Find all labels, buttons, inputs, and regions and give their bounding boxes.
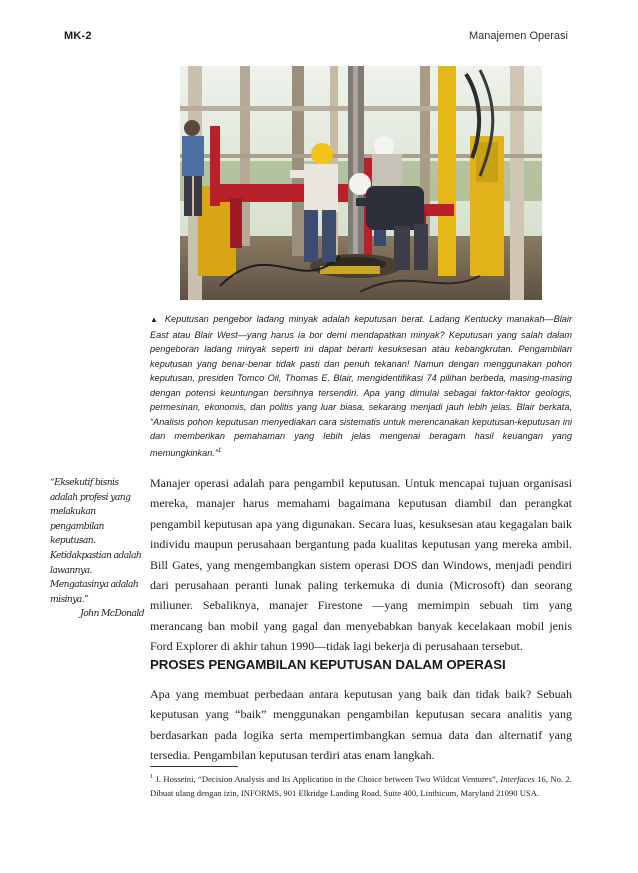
intro-paragraph: Manajer operasi adalah para pengambil keputusan. Untuk mencapai tujuan organisasi mereka, manajer harus memahami bagaimana keputusan diambil dan perangkat pengambil keputusan apa yang digunakan. Secara luas, kesuksesan atau kegagalan baik individu maupun perusahaan bergantung pada kualitas keputusan yang mereka ambil. Bill Gates, yang mengembangkan sistem operasi DOS dan Windows, menjadi pendiri dari perusahaan peranti lunak paling terkemuka di dunia (Microsoft) dan seorang miliuner. Sebaliknya, manajer Firestone —yang memimpin sebuah tim yang merancang ban mobil yang gagal dan menyebabkan banyak kecelakaan mobil jenis Ford Explorer di akhir tahun 1990—tidak lagi bekerja di perusahaan tersebut. — [150, 476, 572, 654]
running-head: Manajemen Operasi — [468, 30, 568, 42]
side-quote — [50, 476, 148, 622]
section-paragraph: Apa yang membuat perbedaan antara keputusan yang baik dan tidak baik? Sebuah keputusan yang “baik” menggunakan pengambilan keputusan secara analitis yang berdasarkan pada logika serta mempertimbangkan semua data dan alternatif yang tersedia. Pengambilan keputusan terdiri atas enam langkah. — [150, 687, 572, 763]
side-quote-author: John McDonald — [80, 608, 144, 620]
section-heading: PROSES PENGAMBILAN KEPUTUSAN DALAM OPERASI — [150, 657, 506, 672]
footnote — [150, 770, 572, 801]
triangle-up-icon: ▲ — [150, 315, 160, 324]
oil-rig-photo — [180, 66, 542, 300]
figure-caption — [150, 312, 572, 460]
footnote-number: 1 — [150, 774, 153, 780]
footnote-text-after: 16, No. 2. Dibuat ulang dengan izin, INFORMS, 901 Elkridge Landing Road, Suite 400, Linthicum, Maryland 21090 USA. — [150, 773, 572, 799]
caption-footnote-ref: 1 — [217, 447, 222, 454]
side-quote-text: “Eksekutif bisnis adalah profesi yang melakukan pengambilan keputusan. Ketidakpastian adalah lawannya. Mengatasinya adalah misinya.” — [50, 477, 142, 605]
footnote-text-before: J. Hosseini, “Decision Analysis and Its Application in the Choice between Two Wildcat Ventures”, — [153, 773, 501, 784]
footnote-divider — [150, 766, 238, 767]
footnote-journal: Interfaces — [500, 773, 535, 784]
page-id: MK-2 — [64, 30, 92, 42]
figure-caption-text: Keputusan pengebor ladang minyak adalah keputusan berat. Ladang Kentucky manakah—Blair East atau Blair West—yang harus ia bor demi mendapatkan minyak? Keputusan yang salah dalam pengeboran ladang minyak seperti ini dapat berarti kesuksesan atau kebangkrutan. Pengambilan keputusan yang benar-benar tidak pasti dan penuh tekanan! Namun dengan menggunakan pohon keputusan, presiden Tomco Oil, Thomas E. Blair, mengidentifikasi 74 pilihan berbeda, masing-masing dengan potensi keuntungan bersihnya tersendiri. Apa yang dimulai sebagai faktor-faktor geologis, permesinan, ekonomis, dan politis yang luar biasa, sekarang menjadi jauh lebih jelas. Blair berkata, “Analisis pohon keputusan menyediakan cara sistematis untuk merencanakan keputusan-keputusan ini dan memberikan pemahaman yang lebih jelas mengenai beragam hasil keuangan yang memungkinkan.” — [150, 314, 572, 458]
